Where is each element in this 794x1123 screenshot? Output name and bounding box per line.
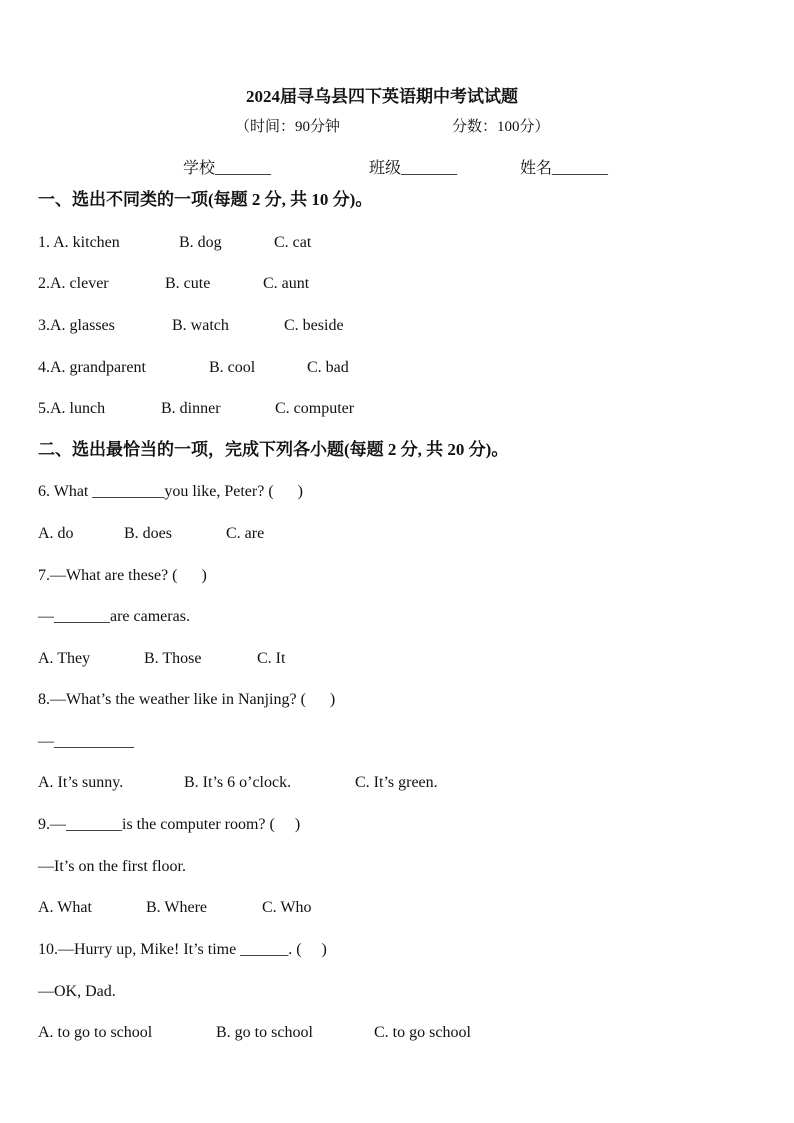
question-6-stem: 6. What _________you like, Peter? ( ) (38, 483, 303, 500)
option-a[interactable]: A. It’s sunny. (38, 774, 124, 791)
option-c[interactable]: C. bad (307, 359, 349, 376)
option-a[interactable]: A. to go to school (38, 1024, 153, 1041)
option-c[interactable]: C. It’s green. (355, 774, 438, 791)
question-9-reply: —It’s on the first floor. (38, 858, 186, 875)
option-a[interactable]: A. They (38, 650, 91, 667)
question-7-stem: 7.—What are these? ( ) (38, 567, 207, 584)
option-c[interactable]: C. It (257, 650, 286, 667)
option-b[interactable]: B. It’s 6 o’clock. (184, 774, 292, 791)
option-b[interactable]: B. go to school (216, 1024, 313, 1041)
question-10-reply: —OK, Dad. (38, 983, 116, 1000)
option-b[interactable]: B. cool (209, 359, 256, 376)
option-c[interactable]: C. aunt (263, 275, 310, 292)
question-8-stem: 8.—What’s the weather like in Nanjing? ( ) (38, 691, 336, 708)
option-b[interactable]: B. cute (165, 275, 211, 292)
question-9-stem: 9.—_______is the computer room? ( ) (38, 816, 301, 833)
option-c[interactable]: C. computer (275, 400, 355, 417)
option-b[interactable]: B. Those (144, 650, 202, 667)
section2-heading: 二、选出最恰当的一项，完成下列各小题(每题 2 分, 共 20 分)。 (38, 440, 509, 459)
option-a[interactable]: 1. A. kitchen (38, 234, 120, 251)
section1-heading: 一、选出不同类的一项(每题 2 分, 共 10 分)。 (38, 190, 373, 209)
option-c[interactable]: C. Who (262, 899, 312, 916)
option-a[interactable]: 3.A. glasses (38, 317, 115, 334)
option-b[interactable]: B. Where (146, 899, 208, 916)
name-field[interactable]: 姓名_______ (520, 160, 609, 177)
option-b[interactable]: B. does (124, 525, 172, 542)
option-a[interactable]: A. do (38, 525, 74, 542)
option-a[interactable]: A. What (38, 899, 92, 916)
option-a[interactable]: 5.A. lunch (38, 400, 106, 417)
question-8-reply: —__________ (38, 733, 134, 750)
option-c[interactable]: C. to go school (374, 1024, 471, 1041)
option-c[interactable]: C. cat (274, 234, 312, 251)
page-title: 2024届寻乌县四下英语期中考试试题 (246, 87, 518, 106)
option-a[interactable]: 4.A. grandparent (38, 359, 146, 376)
option-b[interactable]: B. dog (179, 234, 222, 251)
option-a[interactable]: 2.A. clever (38, 275, 109, 292)
question-7-reply: —_______are cameras. (38, 608, 190, 625)
question-10-stem: 10.—Hurry up, Mike! It’s time ______. ( ) (38, 941, 327, 958)
exam-score: 分数：100分） (452, 119, 550, 135)
option-c[interactable]: C. beside (284, 317, 344, 334)
class-field[interactable]: 班级_______ (369, 160, 458, 177)
option-b[interactable]: B. dinner (161, 400, 221, 417)
exam-time: （时间：90分钟 (235, 119, 341, 135)
school-field[interactable]: 学校_______ (183, 160, 272, 177)
option-b[interactable]: B. watch (172, 317, 229, 334)
option-c[interactable]: C. are (226, 525, 265, 542)
